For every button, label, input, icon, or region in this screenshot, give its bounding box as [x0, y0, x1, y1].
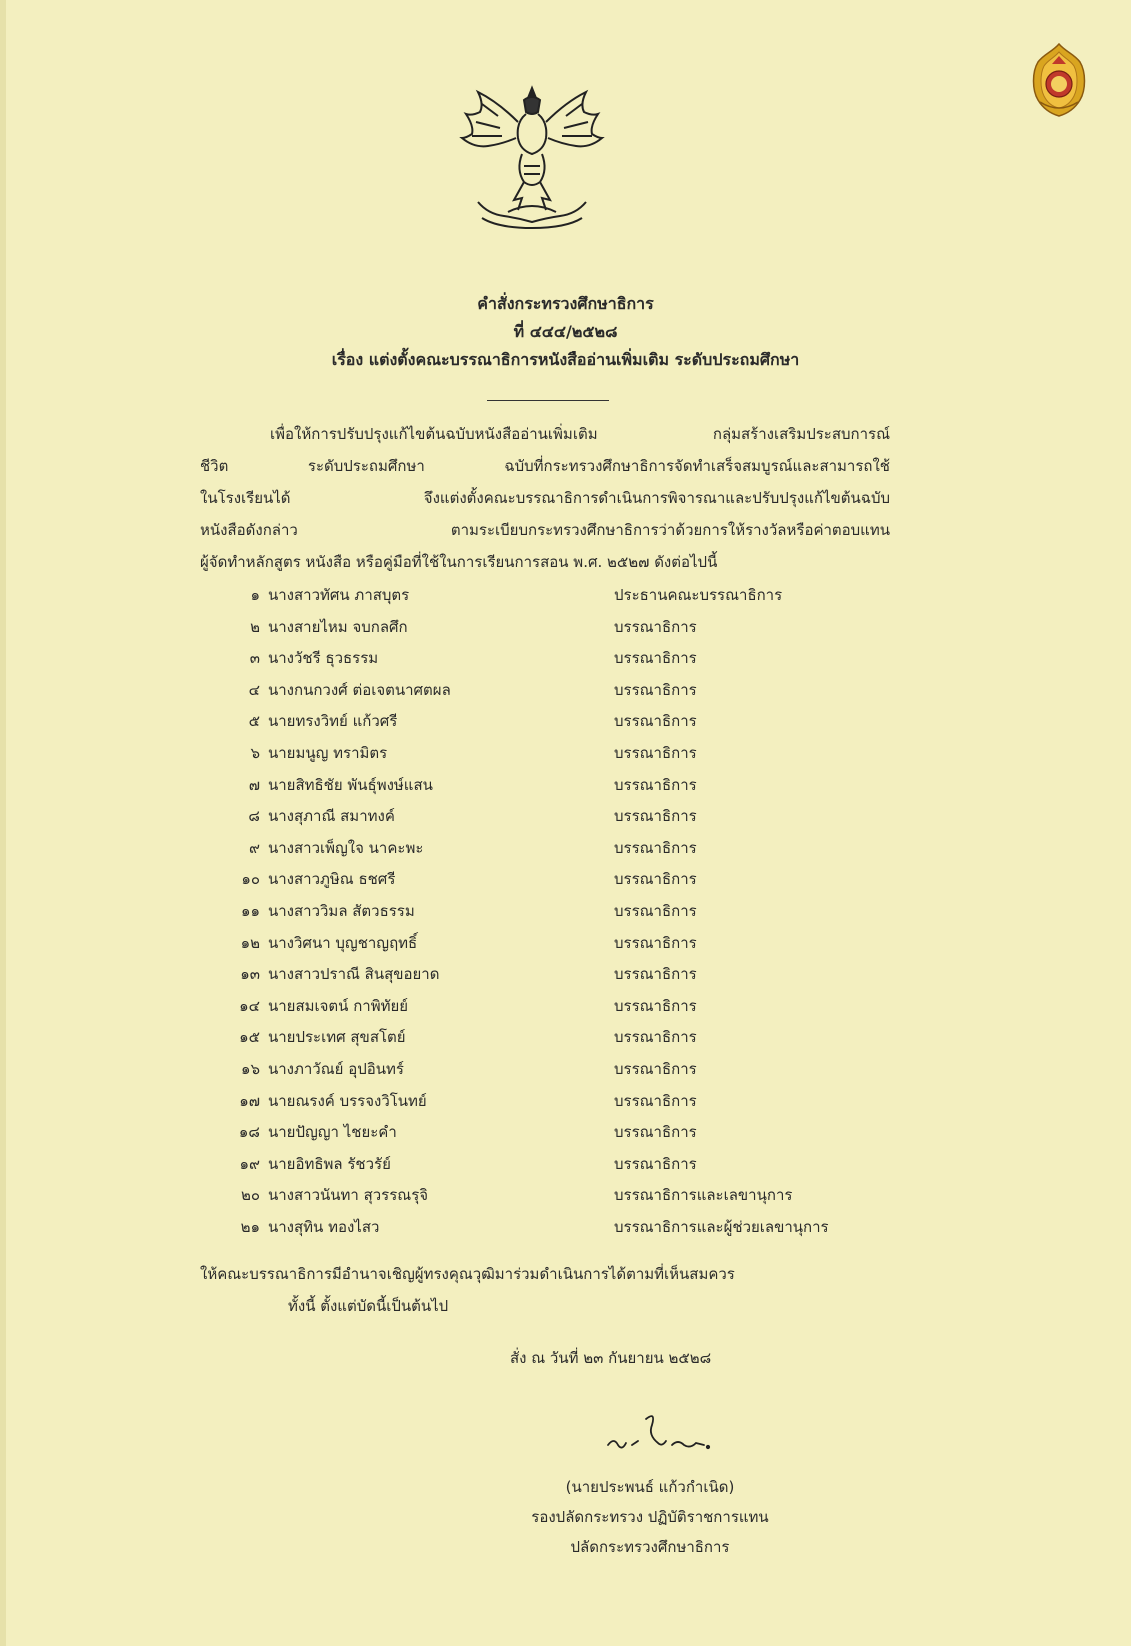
member-number: ๕ — [248, 712, 260, 731]
member-name: นางวิศนา บุญชาญฤทธิ์ — [268, 933, 418, 952]
page-edge — [0, 0, 6, 1646]
order-title: คำสั่งกระทรวงศึกษาธิการ — [477, 294, 654, 313]
member-number: ๓ — [249, 649, 260, 668]
list-item — [222, 833, 902, 865]
member-role: บรรณาธิการ — [614, 743, 697, 762]
member-name: นางสุทิน ทองไสว — [268, 1217, 380, 1236]
member-list — [222, 580, 902, 1243]
member-number: ๑๑ — [240, 901, 260, 920]
member-role: บรรณาธิการและเลขานุการ — [614, 1186, 793, 1205]
list-item — [222, 1086, 902, 1118]
ministry-of-education-logo-icon — [1030, 42, 1088, 118]
member-name: นายสิทธิชัย พันธุ์พงษ์แสน — [268, 775, 433, 794]
body-line: เพื่อให้การปรับปรุงแก้ไขต้นฉบับหนังสืออ่านเพิ่มเติม กลุ่มสร้างเสริมประสบการณ์ — [270, 425, 890, 443]
order-number: ที่ ๔๔๔/๒๕๒๘ — [513, 322, 618, 341]
body-line: ชีวิต ระดับประถมศึกษา ฉบับที่กระทรวงศึกษาธิการจัดทำเสร็จสมบูรณ์และสามารถใช้ — [200, 457, 890, 475]
list-item — [222, 959, 902, 991]
member-name: นายสมเจตน์ กาพิทัยย์ — [268, 996, 409, 1015]
order-subject: เรื่อง แต่งตั้งคณะบรรณาธิการหนังสืออ่านเพิ่มเติม ระดับประถมศึกษา — [331, 350, 800, 369]
closing-line: ทั้งนี้ ตั้งแต่บัดนี้เป็นต้นไป — [288, 1297, 449, 1315]
member-role: บรรณาธิการ — [614, 933, 697, 952]
member-role: บรรณาธิการ — [614, 775, 697, 794]
member-role: บรรณาธิการ — [614, 965, 697, 984]
member-role: บรรณาธิการ — [614, 680, 697, 699]
member-number: ๒๐ — [240, 1186, 260, 1205]
member-role: บรรณาธิการ — [614, 1123, 697, 1142]
member-number: ๙ — [249, 838, 260, 857]
member-number: ๖ — [250, 743, 260, 762]
body-line: ผู้จัดทำหลักสูตร หนังสือ หรือคู่มือที่ใช้ในการเรียนการสอน พ.ศ. ๒๕๒๗ ดังต่อไปนี้ — [200, 553, 718, 571]
member-role: บรรณาธิการ — [614, 1091, 697, 1110]
member-role: บรรณาธิการ — [614, 1028, 697, 1047]
member-number: ๘ — [248, 807, 260, 826]
member-number: ๑๒ — [240, 933, 260, 952]
member-role: ประธานคณะบรรณาธิการ — [614, 586, 783, 604]
member-role: บรรณาธิการ — [614, 996, 697, 1015]
member-name: นางสาวภูษิณ ธชศรี — [268, 870, 396, 889]
list-item — [222, 1117, 902, 1149]
member-name: นางสุภาณี สมาทงค์ — [268, 807, 395, 826]
member-name: นายปัญญา ไชยะคำ — [268, 1123, 397, 1142]
signer-name: (นายประพนธ์ แก้วกำเนิด) — [565, 1478, 735, 1496]
member-name: นางกนกวงศ์ ต่อเจตนาศตผล — [268, 680, 451, 699]
member-number: ๑๓ — [240, 965, 260, 984]
member-role: บรรณาธิการ — [614, 1059, 697, 1078]
order-body — [200, 418, 890, 578]
member-role: บรรณาธิการและผู้ช่วยเลขานุการ — [614, 1217, 829, 1236]
list-item — [222, 1054, 902, 1086]
list-item — [222, 801, 902, 833]
member-number: ๑๙ — [239, 1154, 260, 1173]
list-item — [222, 1212, 902, 1244]
list-item — [222, 1180, 902, 1212]
list-item — [222, 896, 902, 928]
list-item — [222, 928, 902, 960]
list-item — [222, 1149, 902, 1181]
member-name: นายอิทธิพล รัชวรัย์ — [268, 1154, 391, 1173]
member-number: ๔ — [248, 680, 260, 699]
list-item — [222, 1022, 902, 1054]
list-item — [222, 991, 902, 1023]
member-role: บรรณาธิการ — [614, 1154, 697, 1173]
member-role: บรรณาธิการ — [614, 838, 697, 857]
order-closing — [200, 1258, 900, 1322]
order-header — [0, 290, 1131, 374]
member-name: นายมนูญ ทรามิตร — [268, 743, 388, 762]
signature-mark — [600, 1405, 720, 1457]
list-item — [222, 675, 902, 707]
member-role: บรรณาธิการ — [614, 901, 697, 920]
list-item — [222, 706, 902, 738]
member-number: ๗ — [248, 775, 260, 794]
body-line: หนังสือดังกล่าว ตามระเบียบกระทรวงศึกษาธิการว่าด้วยการให้รางวัลหรือค่าตอบแทน — [200, 521, 890, 539]
body-line: ในโรงเรียนได้ จึงแต่งตั้งคณะบรรณาธิการดำเนินการพิจารณาและปรับปรุงแก้ไขต้นฉบับ — [200, 489, 890, 507]
member-role: บรรณาธิการ — [614, 617, 697, 636]
member-number: ๑๘ — [238, 1123, 260, 1142]
signer-block — [470, 1472, 830, 1562]
member-role: บรรณาธิการ — [614, 807, 697, 826]
member-name: นางภาวัณย์ อุปอินทร์ — [268, 1059, 404, 1078]
member-number: ๑๖ — [240, 1059, 260, 1078]
list-item — [222, 612, 902, 644]
member-role: บรรณาธิการ — [614, 712, 697, 731]
closing-line: ให้คณะบรรณาธิการมีอำนาจเชิญผู้ทรงคุณวุฒิมาร่วมดำเนินการได้ตามที่เห็นสมควร — [200, 1265, 735, 1283]
member-number: ๒๑ — [240, 1217, 260, 1236]
list-item — [222, 770, 902, 802]
member-number: ๑๔ — [239, 996, 260, 1015]
member-name: นายประเทศ สุขสโตย์ — [268, 1028, 406, 1047]
list-item — [222, 580, 902, 612]
member-number: ๑ — [250, 586, 260, 604]
garuda-emblem-icon — [458, 82, 606, 232]
member-name: นางวัชรี ธุวธรรม — [268, 649, 379, 668]
signer-position: ปลัดกระทรวงศึกษาธิการ — [570, 1538, 730, 1556]
member-number: ๑๕ — [239, 1028, 260, 1047]
list-item — [222, 864, 902, 896]
member-number: ๑๐ — [241, 870, 260, 889]
list-item — [222, 643, 902, 675]
member-name: นางสายไหม จบกลศึก — [268, 617, 408, 636]
member-name: นางสาวทัศน ภาสบุตร — [268, 586, 410, 604]
list-item — [222, 738, 902, 770]
member-name: นางสาววิมล สัตวธรรม — [268, 901, 415, 920]
member-number: ๑๗ — [239, 1091, 260, 1110]
signer-position: รองปลัดกระทรวง ปฏิบัติราชการแทน — [531, 1508, 769, 1526]
order-date: สั่ง ณ วันที่ ๒๓ กันยายน ๒๕๒๘ — [510, 1349, 712, 1367]
header-divider — [487, 400, 609, 401]
member-number: ๒ — [250, 617, 260, 636]
member-name: นางสาวเพ็ญใจ นาคะพะ — [268, 838, 424, 857]
member-role: บรรณาธิการ — [614, 870, 697, 889]
member-name: นายทรงวิทย์ แก้วศรี — [268, 712, 398, 731]
member-role: บรรณาธิการ — [614, 649, 697, 668]
member-name: นายณรงค์ บรรจงวิโนทย์ — [268, 1091, 427, 1110]
member-name: นางสาวนันทา สุวรรณรุจิ — [268, 1186, 429, 1205]
member-name: นางสาวปราณี สินสุขอยาด — [268, 965, 440, 984]
